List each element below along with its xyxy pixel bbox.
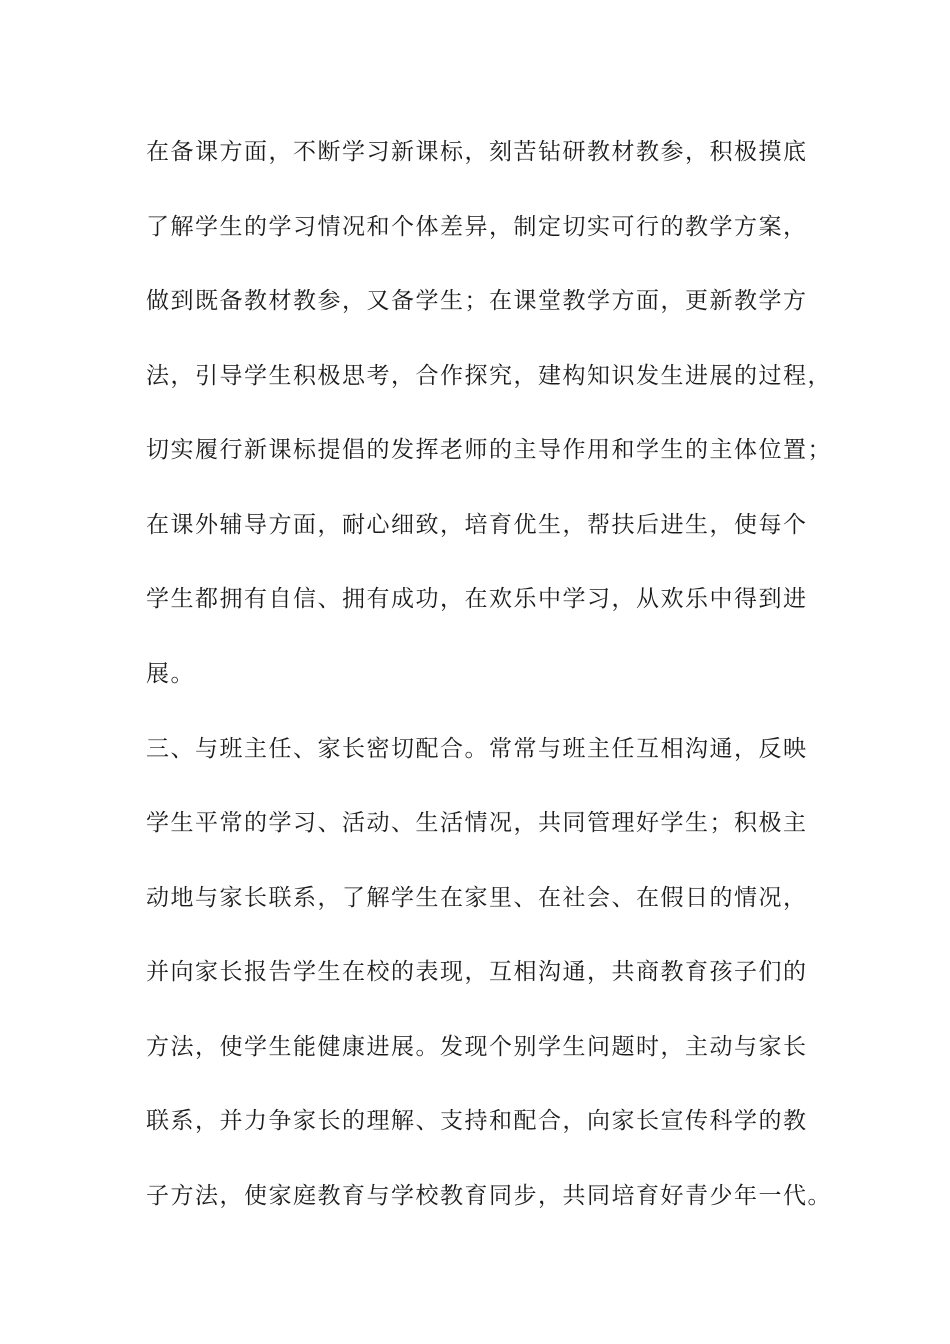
text-line: 学生平常的学习、活动、生活情况，共同管理好学生；积极主 <box>146 810 808 836</box>
text-line: 方法，使学生能健康进展。发现个别学生问题时，主动与家长 <box>146 1034 808 1060</box>
text-line: 切实履行新课标提倡的发挥老师的主导作用和学生的主体位置； <box>146 437 832 463</box>
text-line: 学生都拥有自信、拥有成功，在欢乐中学习，从欢乐中得到进 <box>146 586 808 612</box>
text-line: 了解学生的学习情况和个体差异，制定切实可行的教学方案， <box>146 214 808 240</box>
text-line: 子方法，使家庭教育与学校教育同步，共同培育好青少年一代。 <box>146 1183 832 1209</box>
text-line: 法，引导学生积极思考，合作探究，建构知识发生进展的过程， <box>146 363 832 389</box>
text-line: 展。 <box>146 661 195 687</box>
text-line: 动地与家长联系，了解学生在家里、在社会、在假日的情况， <box>146 885 808 911</box>
text-line: 做到既备教材教参，又备学生；在课堂教学方面，更新教学方 <box>146 288 808 314</box>
text-line: 在课外辅导方面，耐心细致，培育优生，帮扶后进生，使每个 <box>146 512 808 538</box>
text-line: 三、与班主任、家长密切配合。常常与班主任互相沟通，反映 <box>146 736 808 762</box>
text-line: 在备课方面，不断学习新课标，刻苦钻研教材教参，积极摸底 <box>146 139 808 165</box>
text-line: 并向家长报告学生在校的表现，互相沟通，共商教育孩子们的 <box>146 959 808 985</box>
text-line: 联系，并力争家长的理解、支持和配合，向家长宣传科学的教 <box>146 1108 808 1134</box>
